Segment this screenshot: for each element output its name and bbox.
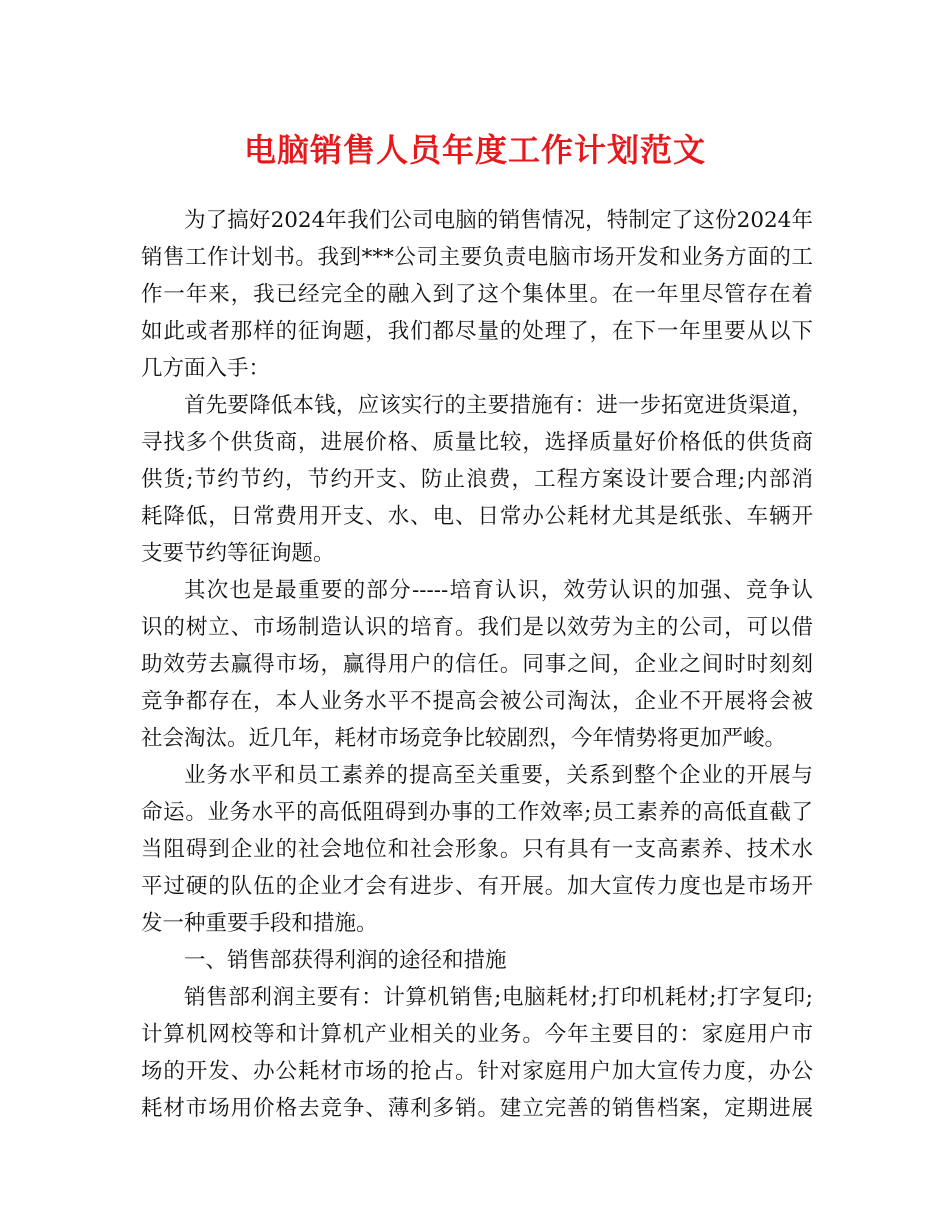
text-line: 作一年来，我已经完全的融入到了这个集体里。在一年里尽管存在着 bbox=[141, 282, 813, 307]
text-line: 为了搞好2024年我们公司电脑的销售情况，特制定了这份2024年 bbox=[184, 208, 813, 233]
text-line: 销售部利润主要有：计算机销售;电脑耗材;打印机耗材;打字复印; bbox=[184, 985, 813, 1010]
text-line: 业务水平和员工素养的提高至关重要，关系到整个企业的开展与 bbox=[184, 763, 813, 788]
text-line: 平过硬的队伍的企业才会有进步、有开展。加大宣传力度也是市场开 bbox=[141, 874, 813, 899]
text-line: 销售工作计划书。我到***公司主要负责电脑市场开发和业务方面的工 bbox=[141, 245, 813, 270]
text-line: 发一种重要手段和措施。 bbox=[141, 911, 378, 936]
text-line: 支要节约等征询题。 bbox=[141, 541, 335, 566]
text-line: 当阻碍到企业的社会地位和社会形象。只有具有一支高素养、技术水 bbox=[141, 837, 813, 862]
text-line: 供货;节约节约，节约开支、防止浪费，工程方案设计要合理;内部消 bbox=[141, 467, 813, 492]
document-title: 电脑销售人员年度工作计划范文 bbox=[243, 131, 706, 169]
text-line: 竞争都存在，本人业务水平不提高会被公司淘汰，企业不开展将会被 bbox=[141, 689, 813, 714]
text-line: 如此或者那样的征询题，我们都尽量的处理了，在下一年里要从以下 bbox=[141, 319, 813, 344]
text-line: 几方面入手： bbox=[141, 356, 271, 381]
text-line: 社会淘汰。近几年，耗材市场竞争比较剧烈，今年情势将更加严峻。 bbox=[141, 726, 787, 751]
text-line: 场的开发、办公耗材市场的抢占。针对家庭用户加大宣传力度，办公 bbox=[141, 1059, 813, 1084]
text-line: 识的树立、市场制造认识的培育。我们是以效劳为主的公司，可以借 bbox=[141, 615, 813, 640]
text-line: 计算机网校等和计算机产业相关的业务。今年主要目的：家庭用户市 bbox=[141, 1022, 813, 1047]
section-heading: 一、销售部获得利润的途径和措施 bbox=[184, 948, 507, 973]
text-line: 助效劳去赢得市场，赢得用户的信任。同事之间，企业之间时时刻刻 bbox=[141, 652, 813, 677]
text-line: 首先要降低本钱，应该实行的主要措施有：进一步拓宽进货渠道， bbox=[184, 393, 813, 418]
text-line: 耗降低，日常费用开支、水、电、日常办公耗材尤其是纸张、车辆开 bbox=[141, 504, 813, 529]
text-line: 寻找多个供货商，进展价格、质量比较，选择质量好价格低的供货商 bbox=[141, 430, 813, 455]
text-line: 其次也是最重要的部分-----培育认识，效劳认识的加强、竞争认 bbox=[184, 578, 813, 603]
text-line: 耗材市场用价格去竞争、薄利多销。建立完善的销售档案，定期进展 bbox=[141, 1096, 813, 1121]
text-line: 命运。业务水平的高低阻碍到办事的工作效率;员工素养的高低直截了 bbox=[141, 800, 813, 825]
